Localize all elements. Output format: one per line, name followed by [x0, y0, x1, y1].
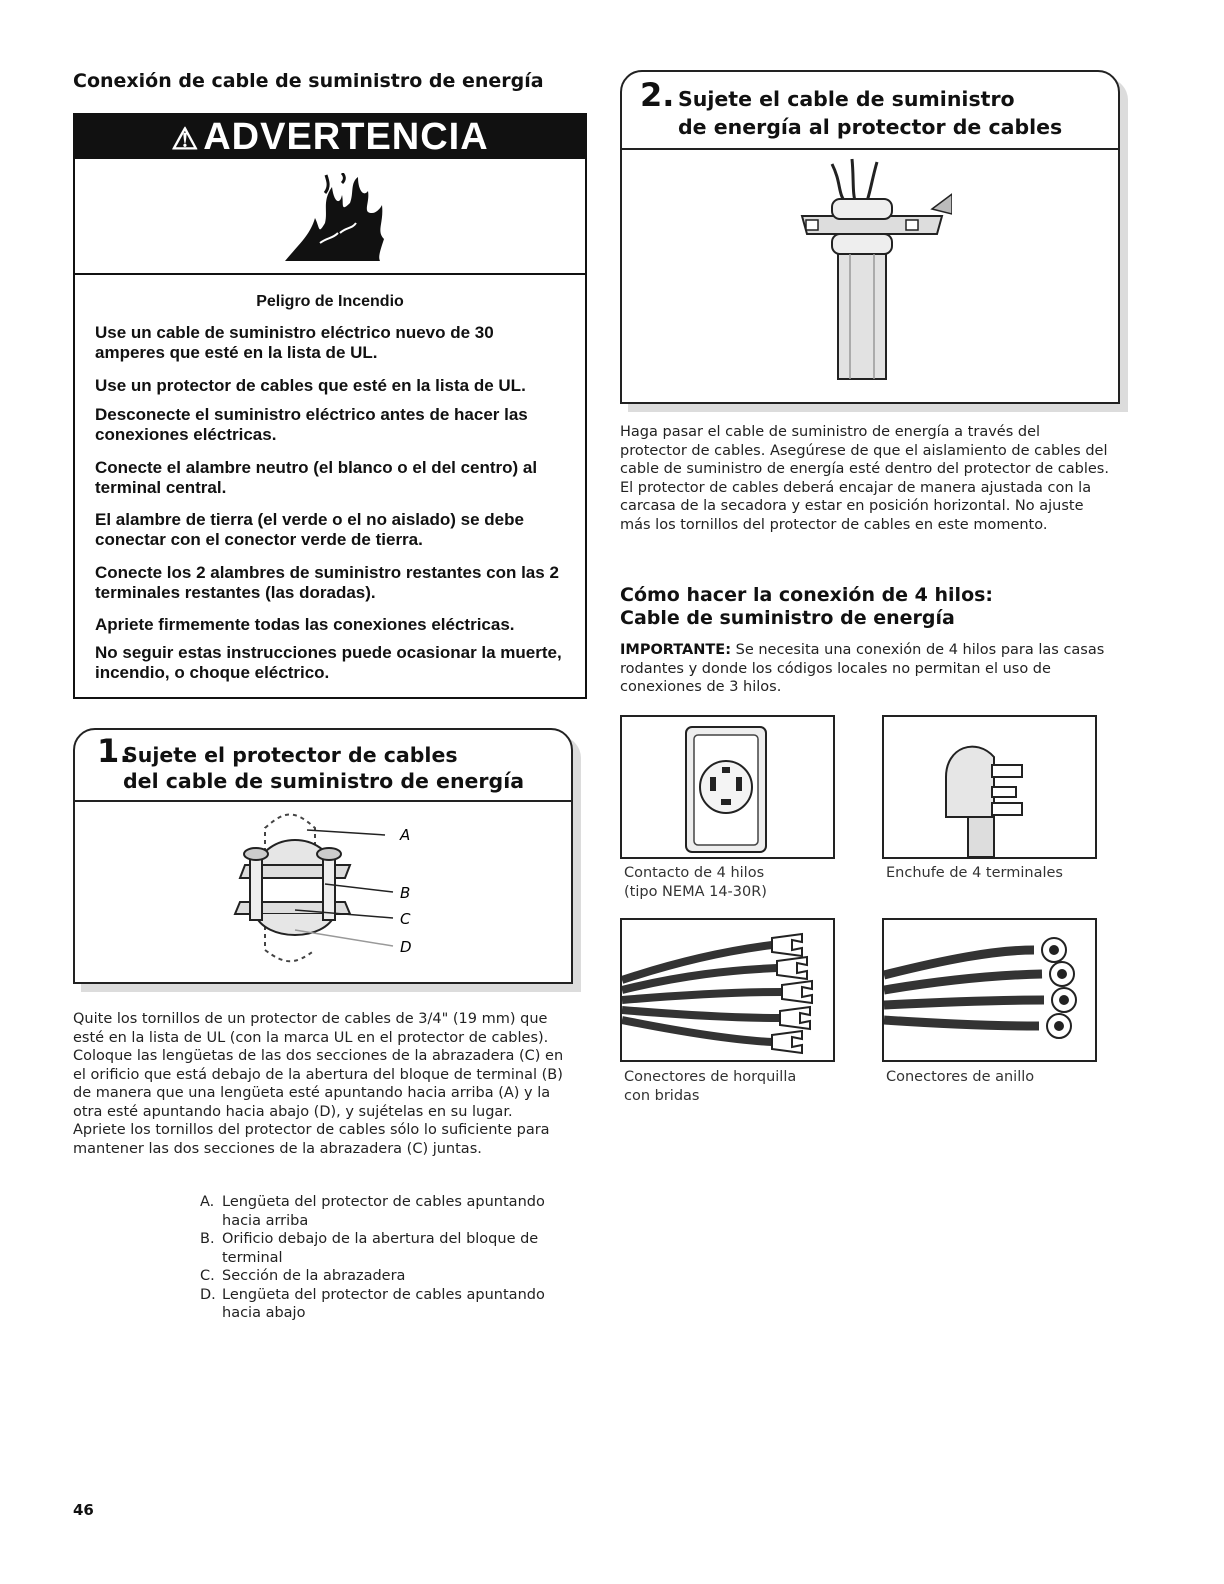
section-title: Conexión de cable de suministro de energía [73, 70, 544, 92]
label-c: C [400, 910, 411, 928]
warning-box [73, 113, 587, 699]
outlet-icon [622, 717, 833, 857]
warning-divider [75, 273, 585, 275]
hazard-title: Peligro de Incendio [256, 293, 404, 310]
outlet-caption-line1: Contacto de 4 hilos [624, 865, 765, 881]
step2-rule [622, 148, 1118, 150]
important-text: Se necesita una conexión de 4 hilos para las casas rodantes y donde los códigos locales no permitan el uso de conexiones de 3 hilos. [620, 642, 1105, 695]
step1-legend [200, 1193, 565, 1323]
warning-line: No seguir estas instrucciones puede ocasionar la muerte, incendio, o choque eléctrico. [95, 643, 562, 682]
warning-line: Conecte los 2 alambres de suministro restantes con las 2 terminales restantes (las doradas). [95, 563, 559, 602]
label-d: D [400, 938, 412, 956]
step1-rule [75, 800, 571, 802]
label-b: B [400, 884, 411, 902]
ring-caption: Conectores de anillo [886, 1069, 1035, 1085]
warning-banner-text: ADVERTENCIA [203, 116, 489, 158]
page-number: 46 [73, 1501, 94, 1519]
step1-box [73, 728, 573, 984]
warning-line: Use un protector de cables que esté en la lista de UL. [95, 376, 526, 395]
warning-line: El alambre de tierra (el verde o el no aislado) se debe conectar con el conector verde de tierra. [95, 510, 524, 549]
step1-paragraph: Quite los tornillos de un protector de cables de 3/4" (19 mm) que esté en la lista de UL (con la marca UL en el protector de cables). Coloque las lengüetas de las dos secciones de la abrazadera (C) en el orificio que está debajo de la abertura del bloque de terminal (B) de manera que una lengüeta esté apuntando hacia arriba (A) y la otra esté apuntando hacia abajo (D), y sujételas en su lugar. Apriete los tornillos del protector de cables sólo lo suficiente para mantener las dos secciones de la abrazadera (C) juntas. [73, 1011, 564, 1157]
ring-connectors-icon [884, 920, 1095, 1060]
important-label: IMPORTANTE: [620, 642, 732, 658]
legend-item: C. Sección de la abrazadera [200, 1268, 406, 1284]
step2-paragraph: Haga pasar el cable de suministro de energía a través del protector de cables. Asegúrese de que el aislamiento de cables del cable de suministro de energía esté dentro del protector de cables. El protector de cables deberá encajar de manera ajustada con la carcasa de la secadora y estar en posición horizontal. No ajuste más los tornillos del protector de cables en este momento. [620, 424, 1109, 533]
legend-item: B. Orificio debajo de la abertura del bloque de terminal [200, 1231, 539, 1266]
legend-item: A. Lengüeta del protector de cables apuntando hacia arriba [200, 1194, 545, 1229]
plug-icon [884, 717, 1095, 857]
fork-connectors-frame [620, 918, 835, 1062]
step2-box [620, 70, 1120, 404]
warning-line: Use un cable de suministro eléctrico nuevo de 30 amperes que esté en la lista de UL. [95, 323, 494, 362]
step2-number: 2. [640, 76, 675, 114]
step1-title-line2: del cable de suministro de energía [123, 769, 525, 793]
legend-item: D. Lengüeta del protector de cables apuntando hacia abajo [200, 1286, 545, 1321]
cable-through-clamp-diagram [792, 154, 952, 394]
outlet-frame [620, 715, 835, 859]
plug-frame [882, 715, 1097, 859]
fork-caption-line2: con bridas [624, 1088, 700, 1104]
label-a: A [400, 826, 411, 844]
plug-caption: Enchufe de 4 terminales [886, 865, 1063, 881]
step2-title-line1: Sujete el cable de suministro [678, 87, 1015, 111]
warning-line: Desconecte el suministro eléctrico antes de hacer las conexiones eléctricas. [95, 405, 528, 444]
outlet-caption-line2: (tipo NEMA 14-30R) [624, 884, 767, 900]
step2-title-line2: de energía al protector de cables [678, 115, 1063, 139]
fire-icon [280, 173, 390, 263]
cable-clamp-diagram [195, 810, 455, 970]
important-paragraph [620, 641, 1110, 697]
warning-line: Conecte el alambre neutro (el blanco o el del centro) al terminal central. [95, 458, 538, 497]
warning-line: Apriete firmemente todas las conexiones eléctricas. [95, 615, 515, 634]
warning-triangle-icon: ⚠ [171, 123, 200, 156]
fork-connectors-icon [622, 920, 833, 1060]
four-wire-heading-line1: Cómo hacer la conexión de 4 hilos: [620, 584, 994, 606]
warning-banner [75, 115, 585, 159]
four-wire-heading-line2: Cable de suministro de energía [620, 607, 955, 629]
step1-title-line1: Sujete el protector de cables [123, 743, 458, 767]
step1-number: 1. [97, 732, 132, 770]
ring-connectors-frame [882, 918, 1097, 1062]
fork-caption-line1: Conectores de horquilla [624, 1069, 797, 1085]
